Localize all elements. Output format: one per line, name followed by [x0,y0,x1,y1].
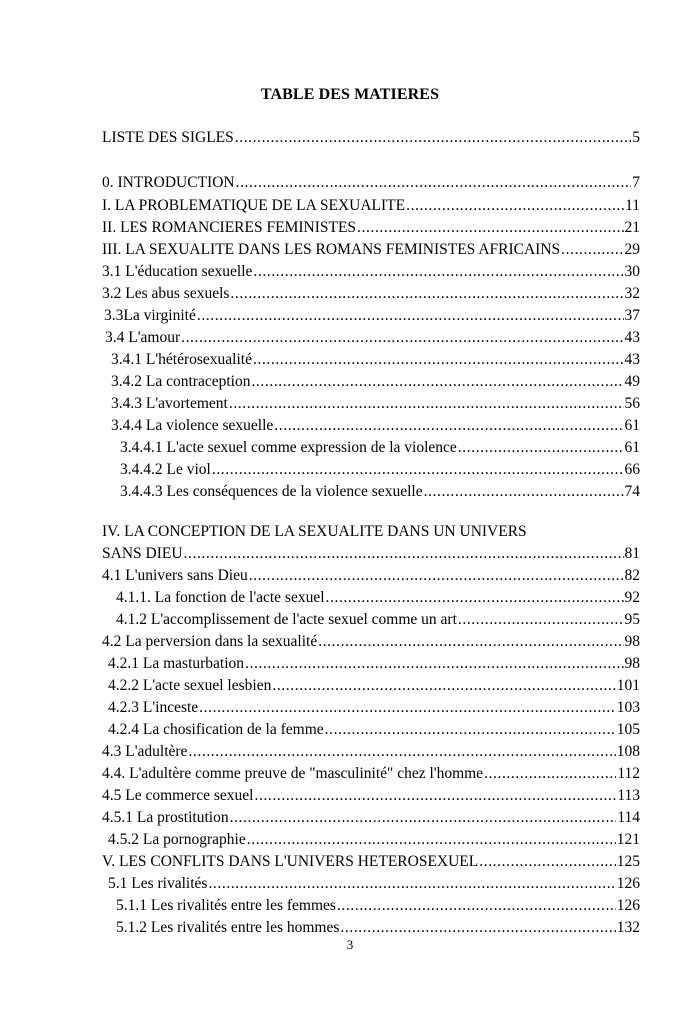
toc-entry[interactable] [102,632,640,654]
dot-leader [340,918,615,937]
toc-entry-page: 132 [616,919,640,936]
toc-entry[interactable] [108,654,640,676]
toc-entry-label: 3.3La virginité [104,307,196,324]
dot-leader [208,874,615,893]
toc-entry-label: 4.1 L'univers sans Dieu [102,567,248,584]
toc-entry-label: SANS DIEU [102,545,183,562]
dot-leader [484,764,616,783]
toc-entry-page: 5 [632,129,640,146]
toc-title: TABLE DES MATIERES [260,86,440,103]
toc-entry-label: 4.3 L'adultère [102,743,188,760]
toc-entry-label: 3.4.4.3 Les conséquences de la violence sexuelle [120,483,423,500]
dot-leader [253,350,624,369]
toc-entry-label: 4.4. L'adultère comme preuve de "masculinité" chez l'homme [102,765,484,782]
toc-entry[interactable] [102,544,640,566]
toc-entry-label: 3.2 Les abus sexuels [102,285,230,302]
toc-entry-label: LISTE DES SIGLES [102,129,234,146]
toc-entry-page: 7 [632,174,640,191]
dot-leader [184,544,624,563]
toc-entry-page: 121 [616,831,640,848]
toc-entry-page: 126 [616,875,640,892]
toc-entry-label: 4.2.3 L'inceste [108,699,199,716]
dot-leader [424,482,624,501]
dot-leader [245,654,623,673]
toc-entry[interactable] [102,742,640,764]
dot-leader [357,218,623,237]
toc-entry-label: 4.1.2 L'accomplissement de l'acte sexuel comme un art [116,611,457,628]
toc-entry-page: 32 [624,285,640,302]
toc-entry-page: 82 [624,567,640,584]
dot-leader [274,416,623,435]
toc-entry-page: 98 [624,655,640,672]
toc-entry-page: 43 [624,351,640,368]
toc-entry-label: 3.4 L'amour [105,329,181,346]
dot-leader [249,566,624,585]
dot-leader [561,240,623,259]
toc-entry-label: 5.1.1 Les rivalités entre les femmes [116,897,336,914]
toc-entry[interactable] [116,588,640,610]
dot-leader [229,394,624,413]
dot-leader [247,830,616,849]
toc-entry-page: 61 [624,439,640,456]
toc-entry-page: 43 [624,329,640,346]
toc-entry[interactable] [102,764,640,786]
toc-entry-label: I. LA PROBLEMATIQUE DE LA SEXUALITE [102,197,406,214]
toc-entry-label: 0. INTRODUCTION [102,174,235,191]
toc-entry-page: 98 [624,633,640,650]
toc-entry-label: 3.4.3 L'avortement [111,395,228,412]
toc-entry[interactable] [104,306,640,328]
toc-entry-label: 4.2.2 L'acte sexuel lesbien [108,677,272,694]
toc-entry-page: 66 [624,461,640,478]
dot-leader [326,588,624,607]
toc-entry[interactable] [111,372,640,394]
toc-entry-page: 113 [617,787,640,804]
toc-entry-page: 29 [624,241,640,258]
dot-leader [181,328,623,347]
toc-entry[interactable] [102,566,640,588]
toc-heading-line: IV. LA CONCEPTION DE LA SEXUALITE DANS UN UNIVERS [102,523,527,540]
toc-entry-page: 114 [617,809,640,826]
toc-entry-label: 3.4.2 La contraception [111,373,251,390]
toc-entry-label: 4.5.1 La prostitution [102,809,229,826]
toc-entry-page: 108 [616,743,640,760]
toc-entry-label: 3.4.1 L'hétérosexualité [111,351,252,368]
dot-leader [253,262,623,281]
toc-entry-page: 105 [616,721,640,738]
toc-entry[interactable] [108,720,640,742]
toc-entry[interactable] [108,874,640,896]
dot-leader [272,676,615,695]
toc-entry-label: 5.1 Les rivalités [108,875,208,892]
dot-leader [236,173,632,192]
toc-entry-page: 126 [616,897,640,914]
toc-entry[interactable] [108,830,640,852]
toc-entry-page: 95 [624,611,640,628]
dot-leader [230,808,617,827]
toc-entry-label: 3.1 L'éducation sexuelle [102,263,253,280]
toc-entry[interactable] [120,438,640,460]
toc-entry[interactable] [116,610,640,632]
toc-entry[interactable] [105,328,640,350]
dot-leader [230,284,623,303]
toc-entry[interactable] [102,808,640,830]
toc-entry-page: 92 [624,589,640,606]
toc-entry[interactable] [102,128,640,150]
toc-entry-label: 4.2.4 La chosification de la femme [108,721,324,738]
toc-entry-page: 49 [624,373,640,390]
toc-entry-page: 112 [617,765,640,782]
toc-entry-label: 3.4.4 La violence sexuelle [111,417,274,434]
toc-entry[interactable] [102,786,640,808]
toc-entry-label: II. LES ROMANCIERES FEMINISTES [102,219,357,236]
dot-leader [199,698,616,717]
dot-leader [318,632,623,651]
toc-entry[interactable] [102,240,640,262]
dot-leader [188,742,615,761]
toc-entry[interactable] [102,852,640,874]
toc-entry-label: 4.2.1 La masturbation [108,655,245,672]
toc-entry[interactable] [102,284,640,306]
toc-entry-label: 4.5.2 La pornographie [108,831,246,848]
toc-entry[interactable] [111,394,640,416]
toc-entry[interactable] [120,460,640,482]
toc-entry-label: 4.2 La perversion dans la sexualité [102,633,318,650]
dot-leader [235,128,632,147]
toc-entry-label: V. LES CONFLITS DANS L'UNIVERS HETEROSEXUEL [102,853,479,870]
toc-entry-label: 3.4.4.2 Le viol [120,461,211,478]
toc-entry-label: III. LA SEXUALITE DANS LES ROMANS FEMINISTES AFRICAINS [102,241,561,258]
toc-entry-label: 5.1.2 Les rivalités entre les hommes [116,919,340,936]
dot-leader [212,460,624,479]
toc-entry[interactable] [108,676,640,698]
toc-entry[interactable] [102,173,640,195]
dot-leader [251,372,623,391]
toc-entry-page: 56 [624,395,640,412]
dot-leader [458,610,624,629]
toc-entry[interactable] [120,482,640,504]
toc-entry-page: 11 [625,197,640,214]
dot-leader [406,196,624,215]
dot-leader [325,720,616,739]
toc-entry[interactable] [108,698,640,720]
toc-entry-label: 4.5 Le commerce sexuel [102,787,254,804]
toc-entry-page: 37 [624,307,640,324]
toc-entry-label: 3.4.4.1 L'acte sexuel comme expression de la violence [120,439,457,456]
toc-entry[interactable] [102,196,640,218]
toc-entry-page: 30 [624,263,640,280]
toc-entry[interactable] [102,262,640,284]
toc-entry-page: 101 [616,677,640,694]
toc-entry[interactable] [111,350,640,372]
dot-leader [337,896,616,915]
toc-entry-label: 4.1.1. La fonction de l'acte sexuel [116,589,325,606]
dot-leader [458,438,624,457]
toc-entry-page: 61 [624,417,640,434]
dot-leader [255,786,617,805]
page-number: 3 [346,937,354,952]
toc-entry[interactable] [111,416,640,438]
dot-leader [479,852,616,871]
toc-entry[interactable] [116,896,640,918]
toc-entry[interactable] [102,218,640,240]
toc-entry-page: 74 [624,483,640,500]
dot-leader [197,306,624,325]
toc-entry-page: 125 [616,853,640,870]
toc-entry-page: 81 [624,545,640,562]
toc-entry-page: 21 [624,219,640,236]
toc-entry-page: 103 [616,699,640,716]
